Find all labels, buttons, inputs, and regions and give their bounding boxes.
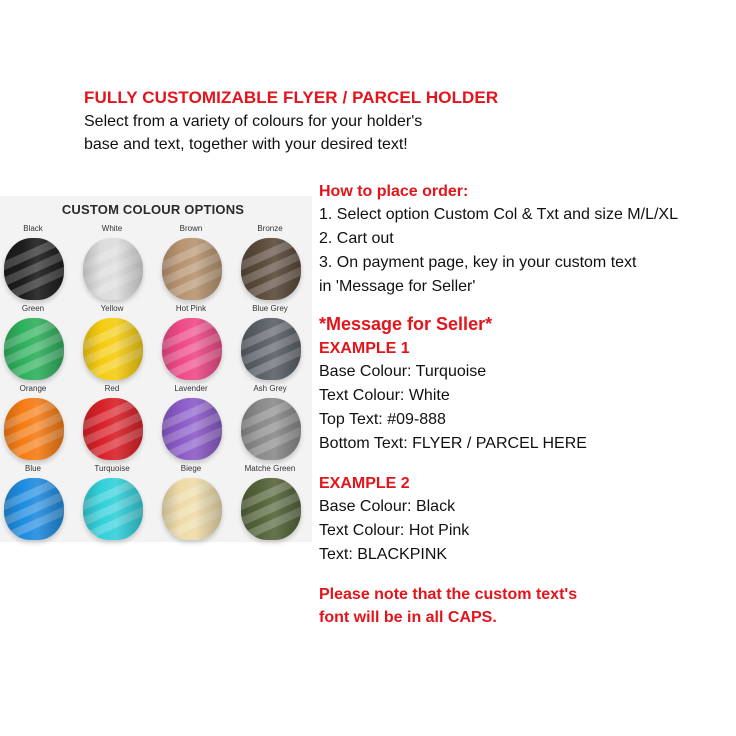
colour-swatch (158, 224, 237, 304)
example-1-line: Text Colour: White (319, 387, 450, 404)
colour-swatch (158, 464, 237, 544)
message-for-seller-heading: *Message for Seller* (319, 314, 493, 334)
colour-swatch (0, 224, 79, 304)
colour-swatch-name: Orange (19, 384, 47, 393)
colour-swatch (158, 304, 237, 384)
colour-swatch (158, 384, 237, 464)
example-2-line: Base Colour: Black (319, 498, 456, 515)
colour-swatch (79, 384, 158, 464)
caps-note-line-1: Please note that the custom text's (319, 586, 578, 603)
colour-swatch-name: Red (104, 384, 120, 393)
colour-swatch (237, 224, 316, 304)
intro-line-2: base and text, together with your desired text! (84, 136, 408, 153)
colour-swatch-grid (0, 224, 316, 544)
example-1-line: Bottom Text: FLYER / PARCEL HERE (319, 435, 587, 452)
colour-swatch-name: Black (23, 224, 43, 233)
example-2-title: EXAMPLE 2 (319, 475, 410, 492)
order-step-2: 2. Cart out (319, 230, 394, 247)
filament-spool-icon (241, 398, 301, 460)
filament-spool-icon (162, 478, 222, 540)
filament-spool-icon (162, 318, 222, 380)
filament-spool-icon (241, 478, 301, 540)
colour-swatch-name: Yellow (100, 304, 124, 313)
colour-options-panel (0, 196, 312, 542)
example-2-line: Text Colour: Hot Pink (319, 522, 470, 539)
filament-spool-icon (241, 318, 301, 380)
filament-spool-icon (4, 318, 64, 380)
colour-swatch-name: Bronze (257, 224, 283, 233)
colour-options-title: CUSTOM COLOUR OPTIONS (61, 202, 245, 217)
order-step-1: 1. Select option Custom Col & Txt and size M/L/XL (319, 206, 678, 223)
colour-swatch (237, 384, 316, 464)
colour-swatch-name: Blue Grey (252, 304, 288, 313)
colour-swatch-name: Biege (180, 464, 202, 473)
colour-swatch-name: Ash Grey (253, 384, 287, 393)
example-1-line: Base Colour: Turquoise (319, 363, 487, 380)
intro-block (84, 86, 684, 156)
colour-swatch (237, 464, 316, 544)
filament-spool-icon (162, 238, 222, 300)
how-to-order-heading: How to place order: (319, 183, 469, 200)
filament-spool-icon (241, 238, 301, 300)
filament-spool-icon (4, 238, 64, 300)
example-1-title: EXAMPLE 1 (319, 340, 410, 357)
colour-swatch (237, 304, 316, 384)
filament-spool-icon (4, 478, 64, 540)
filament-spool-icon (83, 238, 143, 300)
colour-swatch-name: Hot Pink (175, 304, 207, 313)
filament-spool-icon (83, 318, 143, 380)
colour-swatch-name: Brown (179, 224, 203, 233)
colour-swatch (0, 464, 79, 544)
filament-spool-icon (83, 478, 143, 540)
colour-swatch-name: Lavender (174, 384, 208, 393)
colour-swatch-name: Matche Green (244, 464, 296, 473)
filament-spool-icon (83, 398, 143, 460)
colour-swatch-name: Turquoise (94, 464, 130, 473)
example-2-line: Text: BLACKPINK (319, 546, 448, 563)
colour-swatch (79, 464, 158, 544)
intro-line-1: Select from a variety of colours for your holder's (84, 113, 423, 130)
colour-swatch-name: White (101, 224, 123, 233)
colour-swatch (79, 304, 158, 384)
order-instructions (319, 180, 731, 629)
colour-swatch-name: Green (21, 304, 45, 313)
colour-swatch-name: Blue (24, 464, 41, 473)
filament-spool-icon (162, 398, 222, 460)
caps-note-line-2: font will be in all CAPS. (319, 609, 497, 626)
product-headline: FULLY CUSTOMIZABLE FLYER / PARCEL HOLDER (84, 88, 499, 107)
order-step-3: 3. On payment page, key in your custom text (319, 254, 637, 271)
colour-swatch (0, 304, 79, 384)
example-1-line: Top Text: #09-888 (319, 411, 446, 428)
colour-swatch (79, 224, 158, 304)
order-step-3-continued: in 'Message for Seller' (319, 278, 476, 295)
filament-spool-icon (4, 398, 64, 460)
colour-swatch (0, 384, 79, 464)
